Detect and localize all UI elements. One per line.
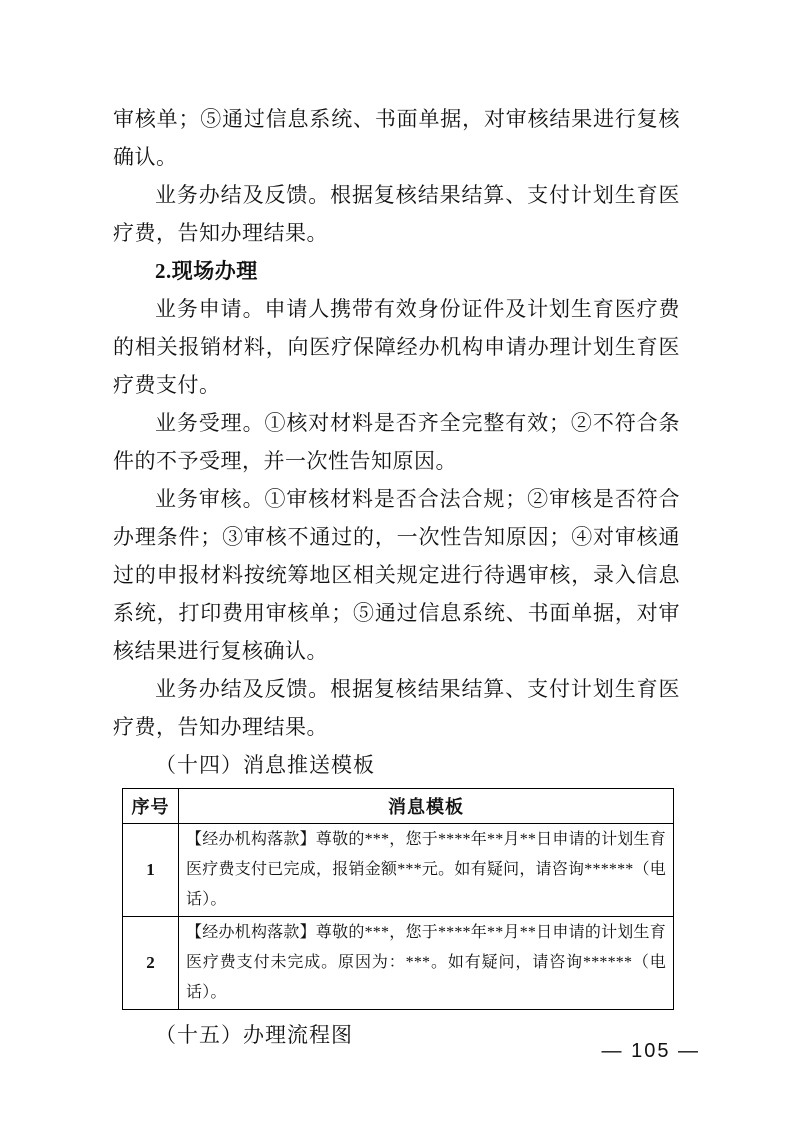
message-template-table: [122, 788, 674, 1010]
template-text-cell: 【经办机构落款】尊敬的***，您于****年**月**日申请的计划生育医疗费支付未完成。原因为：***。如有疑问，请咨询******（电话）。: [179, 917, 674, 1010]
table-header-row: [123, 789, 674, 824]
body-text-block: [113, 100, 680, 784]
paragraph-review-continuation: 审核单；⑤通过信息系统、书面单据，对审核结果进行复核确认。: [113, 107, 680, 169]
column-header-message-template: 消息模板: [179, 789, 674, 824]
paragraph-business-application: 业务申请。申请人携带有效身份证件及计划生育医疗费的相关报销材料，向医疗保障经办机构申请办理计划生育医疗费支付。: [113, 297, 680, 397]
row-number-cell: 2: [123, 917, 179, 1010]
paragraph-completion-feedback: 业务办结及反馈。根据复核结果结算、支付计划生育医疗费，告知办理结果。: [113, 183, 680, 245]
table-row: [123, 917, 674, 1010]
paragraph-business-acceptance: 业务受理。①核对材料是否齐全完整有效；②不符合条件的不予受理，并一次性告知原因。: [113, 411, 680, 473]
page-number: — 105 —: [601, 1040, 700, 1062]
row-number-cell: 1: [123, 824, 179, 917]
paragraph-business-review: 业务审核。①审核材料是否合法合规；②审核是否符合办理条件；③审核不通过的，一次性告知原因；④对审核通过的申报材料按统筹地区相关规定进行待遇审核，录入信息系统，打印费用审核单；⑤通过信息系统、书面单据，对审核结果进行复核确认。: [113, 487, 680, 663]
heading-section-14-message-templates: （十四）消息推送模板: [155, 753, 375, 777]
table-row: [123, 824, 674, 917]
paragraph-completion-feedback-2: 业务办结及反馈。根据复核结果结算、支付计划生育医疗费，告知办理结果。: [113, 677, 680, 739]
page-footer: [602, 1040, 700, 1063]
template-text-cell: 【经办机构落款】尊敬的***，您于****年**月**日申请的计划生育医疗费支付已完成，报销金额***元。如有疑问，请咨询******（电话）。: [179, 824, 674, 917]
heading-onsite-processing: 2.现场办理: [155, 259, 258, 283]
column-header-number: 序号: [123, 789, 179, 824]
heading-section-15-process-flowchart: （十五）办理流程图: [155, 1023, 353, 1047]
